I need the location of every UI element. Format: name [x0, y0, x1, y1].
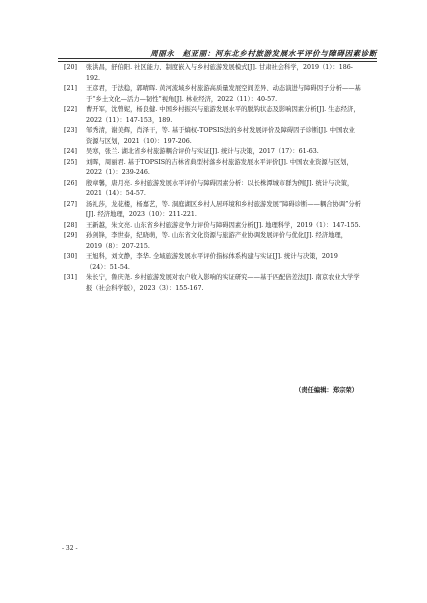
reference-entry [64, 63, 361, 84]
reference-entry [64, 147, 361, 158]
responsible-editor: （责任编辑：郑宗荣） [295, 387, 358, 394]
reference-entry [64, 273, 361, 294]
reference-number: [28] [64, 221, 77, 229]
page-number: - 32 - [62, 545, 78, 552]
reference-text: 汤礼莎，龙花楼，杨嘉艺，等. 洞庭湖区乡村人居环境和乡村旅游发展“障碍诊断——耦合协调”分析[J]. 经济地理，2023（10）：211-221. [86, 200, 361, 218]
reference-number: [30] [64, 253, 77, 260]
reference-number: [27] [64, 200, 77, 208]
reference-number: [24] [64, 148, 77, 155]
reference-entry [64, 252, 361, 273]
reference-entry [64, 221, 361, 232]
reference-number: [31] [64, 274, 77, 281]
reference-entry [64, 200, 361, 221]
reference-entry [64, 231, 361, 252]
reference-number: [26] [64, 179, 77, 187]
reference-text: 殷章馨，唐月亮. 乡村旅游发展水平评价与障碍因素分析：以长株潭城市群为例[J]. 统计与决策，2021（14）：54-57. [86, 179, 354, 197]
reference-list [64, 63, 361, 294]
reference-text: 王新越，朱文亮. 山东省乡村旅游竞争力评价与障碍因素分析[J]. 地理科学，2019（1）：147-155. [86, 221, 361, 229]
reference-text: 曹开军，沈曾妮，杨良健. 中国乡村振兴与旅游发展水平的脱钩状态及影响因素分析[J]. 生态经济，2022（11）：147-153，189. [86, 106, 360, 124]
reference-number: [21] [64, 85, 77, 92]
reference-entry [64, 158, 361, 179]
reference-text: 张洪昌，舒伯阳. 社区能力、制度嵌入与乡村旅游发展模式[J]. 甘肃社会科学，2019（1）：186-192. [86, 64, 353, 82]
reference-text: 王彦君，于法稳，郭晴晖. 黄河流域乡村旅游高质量发展空间差异、动态演进与障碍因子分析——基于“乡土文化—活力—韧性”视角[J]. 林业经济，2022（11）：40-57. [86, 85, 361, 103]
reference-number: [20] [64, 64, 77, 71]
header-rule [58, 58, 377, 59]
reference-text: 吴寒，张兰. 湖北省乡村旅游耦合评价与实证[J]. 统计与决策，2017（17）：61-63. [86, 148, 319, 155]
reference-entry [64, 126, 361, 147]
reference-number: [29] [64, 232, 77, 239]
reference-number: [23] [64, 127, 77, 134]
reference-text: 朱长宁，鲁庆尧. 乡村旅游发展对农户收入影响的实证研究——基于匹配倍差法[J]. 南京农业大学学报（社会科学版），2023（3）：155-167. [86, 274, 360, 292]
reference-entry [64, 179, 361, 200]
reference-entry [64, 105, 361, 126]
reference-number: [25] [64, 158, 77, 166]
header-rule-thin [58, 61, 377, 62]
reference-text: 邹秀清，谢美辉，肖泽干，等. 基于熵权-TOPSIS法的乡村发展评价及障碍因子诊断[J]. 中国农业资源与区划，2021（10）：197-206. [86, 127, 355, 145]
reference-entry [64, 84, 361, 105]
reference-text: 孙剑锋，李世泰，纪晓萌，等. 山东省文化资源与旅游产业协调发展评价与优化[J]. 经济地理，2019（8）：207-215. [86, 232, 348, 250]
reference-text: 王旭科，刘文静，李华. 全域旅游发展水平评价指标体系构建与实证[J]. 统计与决策，2019（24）：51-54. [86, 253, 338, 271]
running-header: 周丽永 赵亚丽：河东北乡村旅游发展水平评价与障碍因素诊断 [150, 49, 377, 58]
reference-text: 刘晖，周丽君. 基于TOPSIS的吉林省典型村落乡村旅游发展水平评价[J]. 中国农业资源与区划，2022（1）：239-246. [86, 158, 353, 176]
reference-number: [22] [64, 106, 77, 113]
